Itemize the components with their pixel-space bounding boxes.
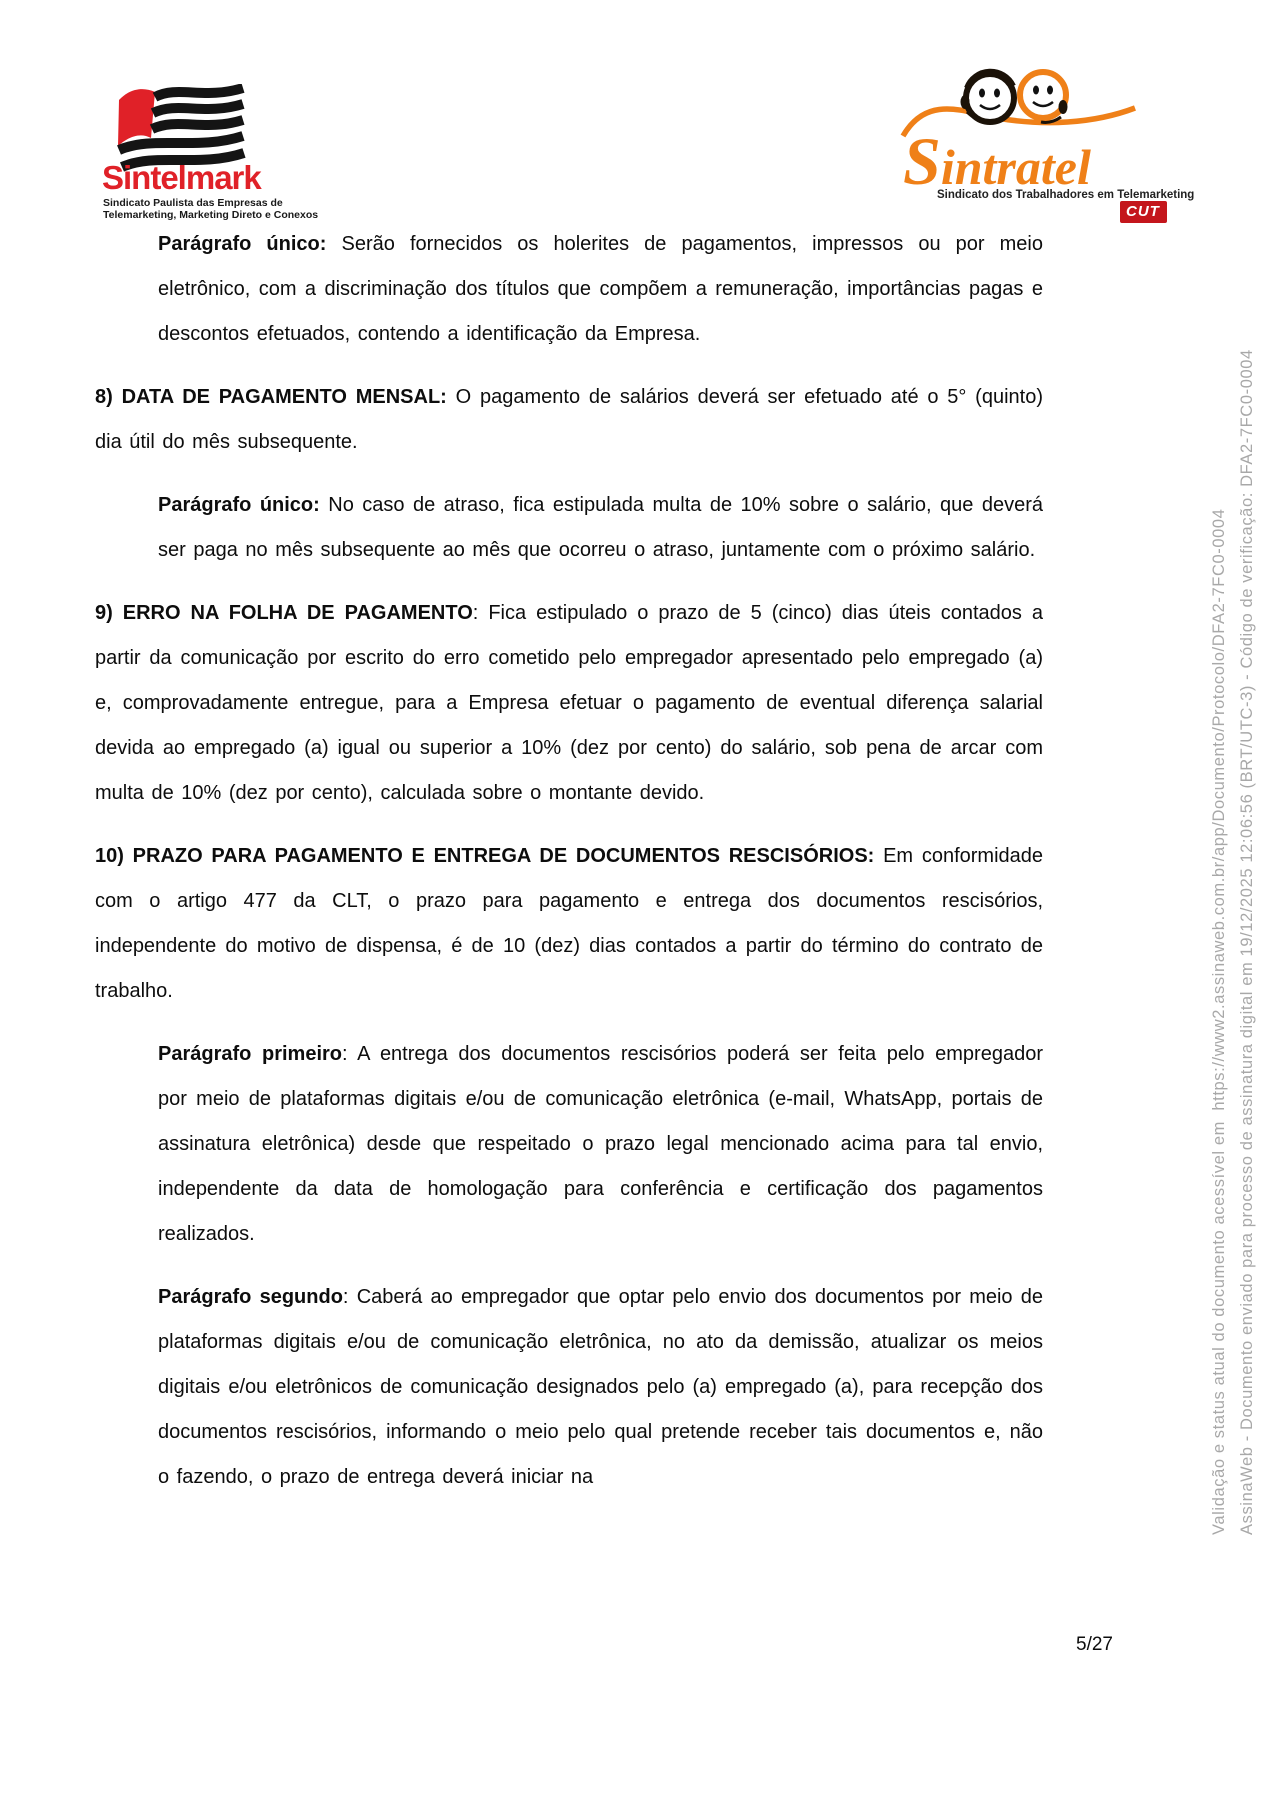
paragraph-text: : Caberá ao empregador que optar pelo envio dos documentos por meio de plataformas digitais e/ou de comunicação eletrônica, no ato da demissão, atualizar os meios digitais e/ou eletrônicos de comunicação designados pelo (a) empregado (a), para recepção dos documentos rescisórios, informando o meio pelo qual pretende receber tais documentos e, não o fazendo, o prazo de entrega deverá iniciar na (158, 1286, 1043, 1488)
sintelmark-tagline-line2: Telemarketing, Marketing Direto e Conexos (103, 208, 319, 221)
paragraph-segundo (95, 1275, 1043, 1500)
paragraph-text: No caso de atraso, fica estipulada multa de 10% sobre o salário, que deverá ser paga no mês subsequente ao mês que ocorreu o atraso, juntamente com o próximo salário. (158, 494, 1043, 561)
paragraph-primeiro (95, 1032, 1043, 1257)
paragraph-text: Serão fornecidos os holerites de pagamentos, impressos ou por meio eletrônico, com a discriminação dos títulos que compõem a remuneração, importâncias pagas e descontos efetuados, contendo a identificação da Empresa. (158, 233, 1043, 345)
paragraph-text: : A entrega dos documentos rescisórios poderá ser feita pelo empregador por meio de plataformas digitais e/ou de comunicação eletrônica (e-mail, WhatsApp, portais de assinatura eletrônica) desde que respeitado o prazo legal mencionado acima para tal envio, independente da data de homologação para conferência e certificação dos pagamentos realizados. (158, 1043, 1043, 1245)
paragraph-lead: Parágrafo único: (158, 233, 327, 255)
sintratel-tagline: Sindicato dos Trabalhadores em Telemarketing (937, 189, 1195, 201)
sintelmark-tagline (103, 198, 318, 221)
sintelmark-brand-text: Sintelmark (102, 159, 261, 196)
sintratel-brand-rest: intratel (940, 139, 1091, 195)
clause-heading: 10) PRAZO PARA PAGAMENTO E ENTREGA DE DOCUMENTOS RESCISÓRIOS: (95, 845, 875, 867)
sintelmark-tagline-line1: Sindicato Paulista das Empresas de (103, 197, 283, 209)
clause-text: O pagamento de salários deverá ser efetuado até o 5° (quinto) dia útil do mês subsequente. (95, 386, 1043, 453)
paragraph-lead: Parágrafo único: (158, 494, 320, 516)
cut-badge: CUT (1120, 201, 1167, 223)
clause-10-prazo-rescisorios (95, 834, 1043, 1014)
watermark-signature-line: AssinaWeb - Documento enviado para processo de assinatura digital em 19/12/2025 12:06:56 (BRT/UTC-3) - Código de verificação: DFA2-7FC0-0004 (1238, 349, 1256, 1535)
sintratel-brand-initial: S (903, 123, 941, 199)
clause-text: Em conformidade com o artigo 477 da CLT, o prazo para pagamento e entrega dos documentos rescisórios, independente do motivo de dispensa, é de 10 (dez) dias contados a partir do término do contrato de trabalho. (95, 845, 1044, 1002)
paragraph-unico-atraso (95, 483, 1043, 573)
page-number: 5/27 (1076, 1634, 1113, 1655)
document-body (95, 222, 1043, 1518)
clause-heading: 9) ERRO NA FOLHA DE PAGAMENTO (95, 602, 473, 624)
clause-heading: 8) DATA DE PAGAMENTO MENSAL: (95, 386, 447, 408)
clause-text: : Fica estipulado o prazo de 5 (cinco) dias úteis contados a partir da comunicação por escrito do erro cometido pelo empregador apresentado pelo empregado (a) e, comprovadamente entregue, para a Empresa efetuar o pagamento de eventual diferença salarial devida ao empregado (a) igual ou superior a 10% (dez por cento) do salário, sob pena de arcar com multa de 10% (dez por cento), calculada sobre o montante devido. (95, 602, 1043, 804)
sintratel-logo (893, 62, 1195, 227)
paragraph-lead: Parágrafo segundo (158, 1286, 343, 1308)
paragraph-lead: Parágrafo primeiro (158, 1043, 343, 1065)
sintelmark-logo (100, 84, 330, 224)
clause-9-erro-folha (95, 591, 1043, 816)
watermark-validation-line: Validação e status atual do documento acessível em https://www2.assinaweb.com.br/app/Documento/Protocolo/DFA2-7FC0-0004 (1210, 508, 1228, 1535)
clause-8-data-pagamento (95, 375, 1043, 465)
paragraph-unico-holerites (95, 222, 1043, 357)
